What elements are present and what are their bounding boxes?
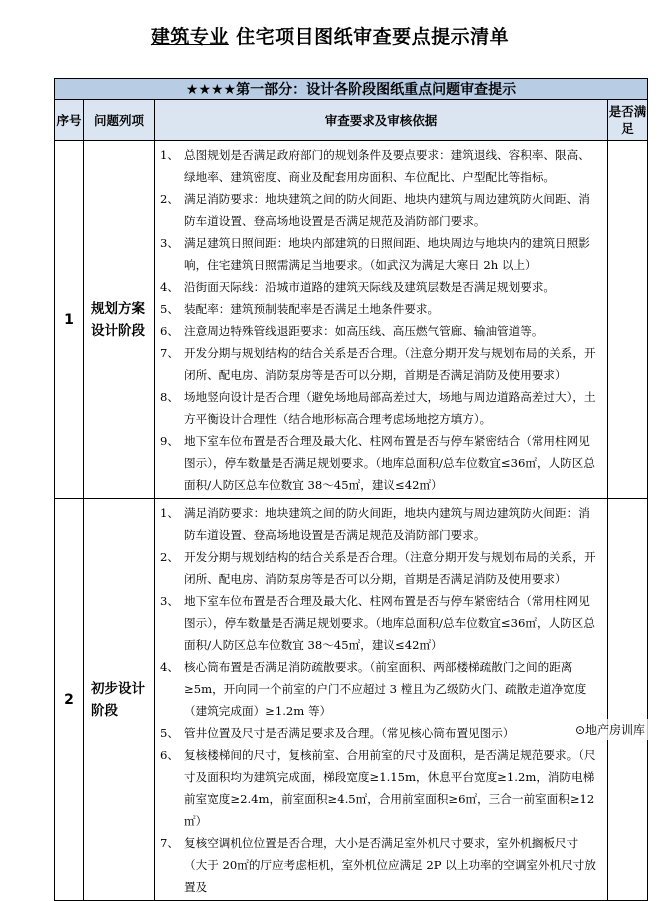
requirement-item <box>159 502 601 546</box>
requirement-item-text: 场地竖向设计是否合理（避免场地局部高差过大，场地与周边道路高差过大），土方平衡设计合理性（结合地形标高合理考虑场地挖方填方）。 <box>184 390 596 426</box>
requirement-item-number: 5、 <box>160 726 179 740</box>
requirement-item-text: 开发分期与规划结构的结合关系是否合理。（注意分期开发与规划布局的关系，开闭所、配电房、消防泵房等是否可以分期，首期是否满足消防及使用要求） <box>184 550 596 586</box>
section-title: ★★★★第一部分：设计各阶段图纸重点问题审查提示 <box>55 79 648 100</box>
table-row <box>55 141 648 499</box>
requirement-item-number: 2、 <box>160 192 179 206</box>
page-title <box>0 22 660 49</box>
requirement-item-number: 4、 <box>160 280 179 294</box>
requirement-item-text: 满足消防要求：地块建筑之间的防火间距、地块内建筑与周边建筑防火间距、消防车道设置、登高场地设置是否满足规范及消防部门要求。 <box>184 192 590 228</box>
requirement-item-text: 总图规划是否满足政府部门的规划条件及要点要求：建筑退线、容积率、限高、绿地率、建筑密度、商业及配套用房面积、车位配比、户型配比等指标。 <box>184 148 590 184</box>
satisfied-cell[interactable] <box>608 141 648 499</box>
title-part1: 建筑专业 <box>150 26 229 48</box>
requirement-item <box>159 188 601 232</box>
requirement-item-text: 满足建筑日照间距：地块内部建筑的日照间距、地块周边与地块内的建筑日照影响，住宅建筑日照需满足当地要求。（如武汉为满足大寒日 2h 以上） <box>184 236 590 272</box>
requirement-item <box>159 320 601 342</box>
title-part2: 住宅项目图纸审查要点提示清单 <box>236 26 510 48</box>
requirement-item-number: 3、 <box>160 594 179 608</box>
requirement-item-text: 地下室车位布置是否合理及最大化、柱网布置是否与停车紧密结合（常用柱网见图示），停车数量是否满足规划要求。（地库总面积/总车位数宜≤36㎡，人防区总面积/人防区总车位数宜 38～45㎡，建议≤42㎡） <box>184 594 595 652</box>
requirement-item <box>159 342 601 386</box>
requirement-item <box>159 276 601 298</box>
requirement-item-text: 地下室车位布置是否合理及最大化、柱网布置是否与停车紧密结合（常用柱网见图示），停车数量是否满足规划要求。（地库总面积/总车位数宜≤36㎡，人防区总面积/人防区总车位数宜 38～45㎡，建议≤42㎡） <box>184 434 595 492</box>
requirement-item-number: 7、 <box>160 836 179 850</box>
row-number: 1 <box>55 141 84 499</box>
table-row <box>55 499 648 901</box>
requirement-item <box>159 722 601 744</box>
requirement-item-text: 复核楼梯间的尺寸，复核前室、合用前室的尺寸及面积，是否满足规范要求。（尺寸及面积均为建筑完成面，梯段宽度≥1.15m，休息平台宽度≥1.2m，消防电梯前室宽度≥2.4m，前室面积≥4.5㎡，合用前室面积≥6㎡，三合一前室面积≥12㎡） <box>184 748 596 828</box>
requirement-item-text: 沿街面天际线：沿城市道路的建筑天际线及建筑层数是否满足规划要求。 <box>184 280 556 294</box>
requirement-item-number: 9、 <box>160 434 179 448</box>
header-seq: 序号 <box>55 100 84 141</box>
requirement-item-number: 4、 <box>160 660 179 674</box>
requirement-item-text: 注意周边特殊管线退距要求：如高压线、高压燃气管廊、输油管道等。 <box>184 324 544 338</box>
requirement-list <box>155 141 608 499</box>
requirement-item-text: 管井位置及尺寸是否满足要求及合理。（常见核心筒布置见图示） <box>184 726 515 740</box>
requirement-item <box>159 144 601 188</box>
requirement-item-text: 开发分期与规划结构的结合关系是否合理。（注意分期开发与规划布局的关系，开闭所、配电房、消防泵房等是否可以分期，首期是否满足消防及使用要求） <box>184 346 596 382</box>
header-issue: 问题列项 <box>84 100 155 141</box>
requirement-item-number: 2、 <box>160 550 179 564</box>
requirement-item-number: 1、 <box>160 506 179 520</box>
requirement-item <box>159 386 601 430</box>
row-number: 2 <box>55 499 84 901</box>
requirement-item-number: 6、 <box>160 324 179 338</box>
requirement-item <box>159 232 601 276</box>
header-satisfied: 是否满足 <box>608 100 648 141</box>
requirement-item-text: 装配率：建筑预制装配率是否满足土地条件要求。 <box>184 302 440 316</box>
requirement-item <box>159 546 601 590</box>
requirement-item <box>159 430 601 496</box>
section-row <box>55 79 648 100</box>
row-phase: 初步设计阶段 <box>84 499 155 901</box>
requirement-item-number: 8、 <box>160 390 179 404</box>
requirement-item <box>159 656 601 722</box>
requirement-list <box>155 499 608 901</box>
requirement-item <box>159 298 601 320</box>
requirement-item-number: 6、 <box>160 748 179 762</box>
requirement-item <box>159 590 601 656</box>
row-phase: 规划方案设计阶段 <box>84 141 155 499</box>
requirement-item <box>159 832 601 898</box>
requirement-item-text: 复核空调机位位置是否合理，大小是否满足室外机尺寸要求，室外机搁板尺寸（大于 20㎡的厅应考虑柜机，室外机位应满足 2P 以上功率的空调室外机尺寸放置及 <box>184 836 596 894</box>
requirement-item <box>159 744 601 832</box>
requirement-item-number: 7、 <box>160 346 179 360</box>
satisfied-cell[interactable] <box>608 499 648 901</box>
header-row <box>55 100 648 141</box>
header-requirement: 审查要求及审核依据 <box>155 100 608 141</box>
requirement-item-number: 5、 <box>160 302 179 316</box>
review-table <box>54 78 648 901</box>
requirement-item-text: 满足消防要求：地块建筑之间的防火间距，地块内建筑与周边建筑防火间距：消防车道设置、登高场地设置是否满足规范及消防部门要求。 <box>184 506 590 542</box>
watermark-text: ⊙地产房训库 <box>562 719 658 740</box>
requirement-item-number: 3、 <box>160 236 179 250</box>
requirement-item-number: 1、 <box>160 148 179 162</box>
requirement-item-text: 核心筒布置是否满足消防疏散要求。（前室面积、两部楼梯疏散门之间的距离≥5m，开向同一个前室的户门不应超过 3 樘且为乙级防火门、疏散走道净宽度（建筑完成面）≥1.2m 等） <box>184 660 587 718</box>
